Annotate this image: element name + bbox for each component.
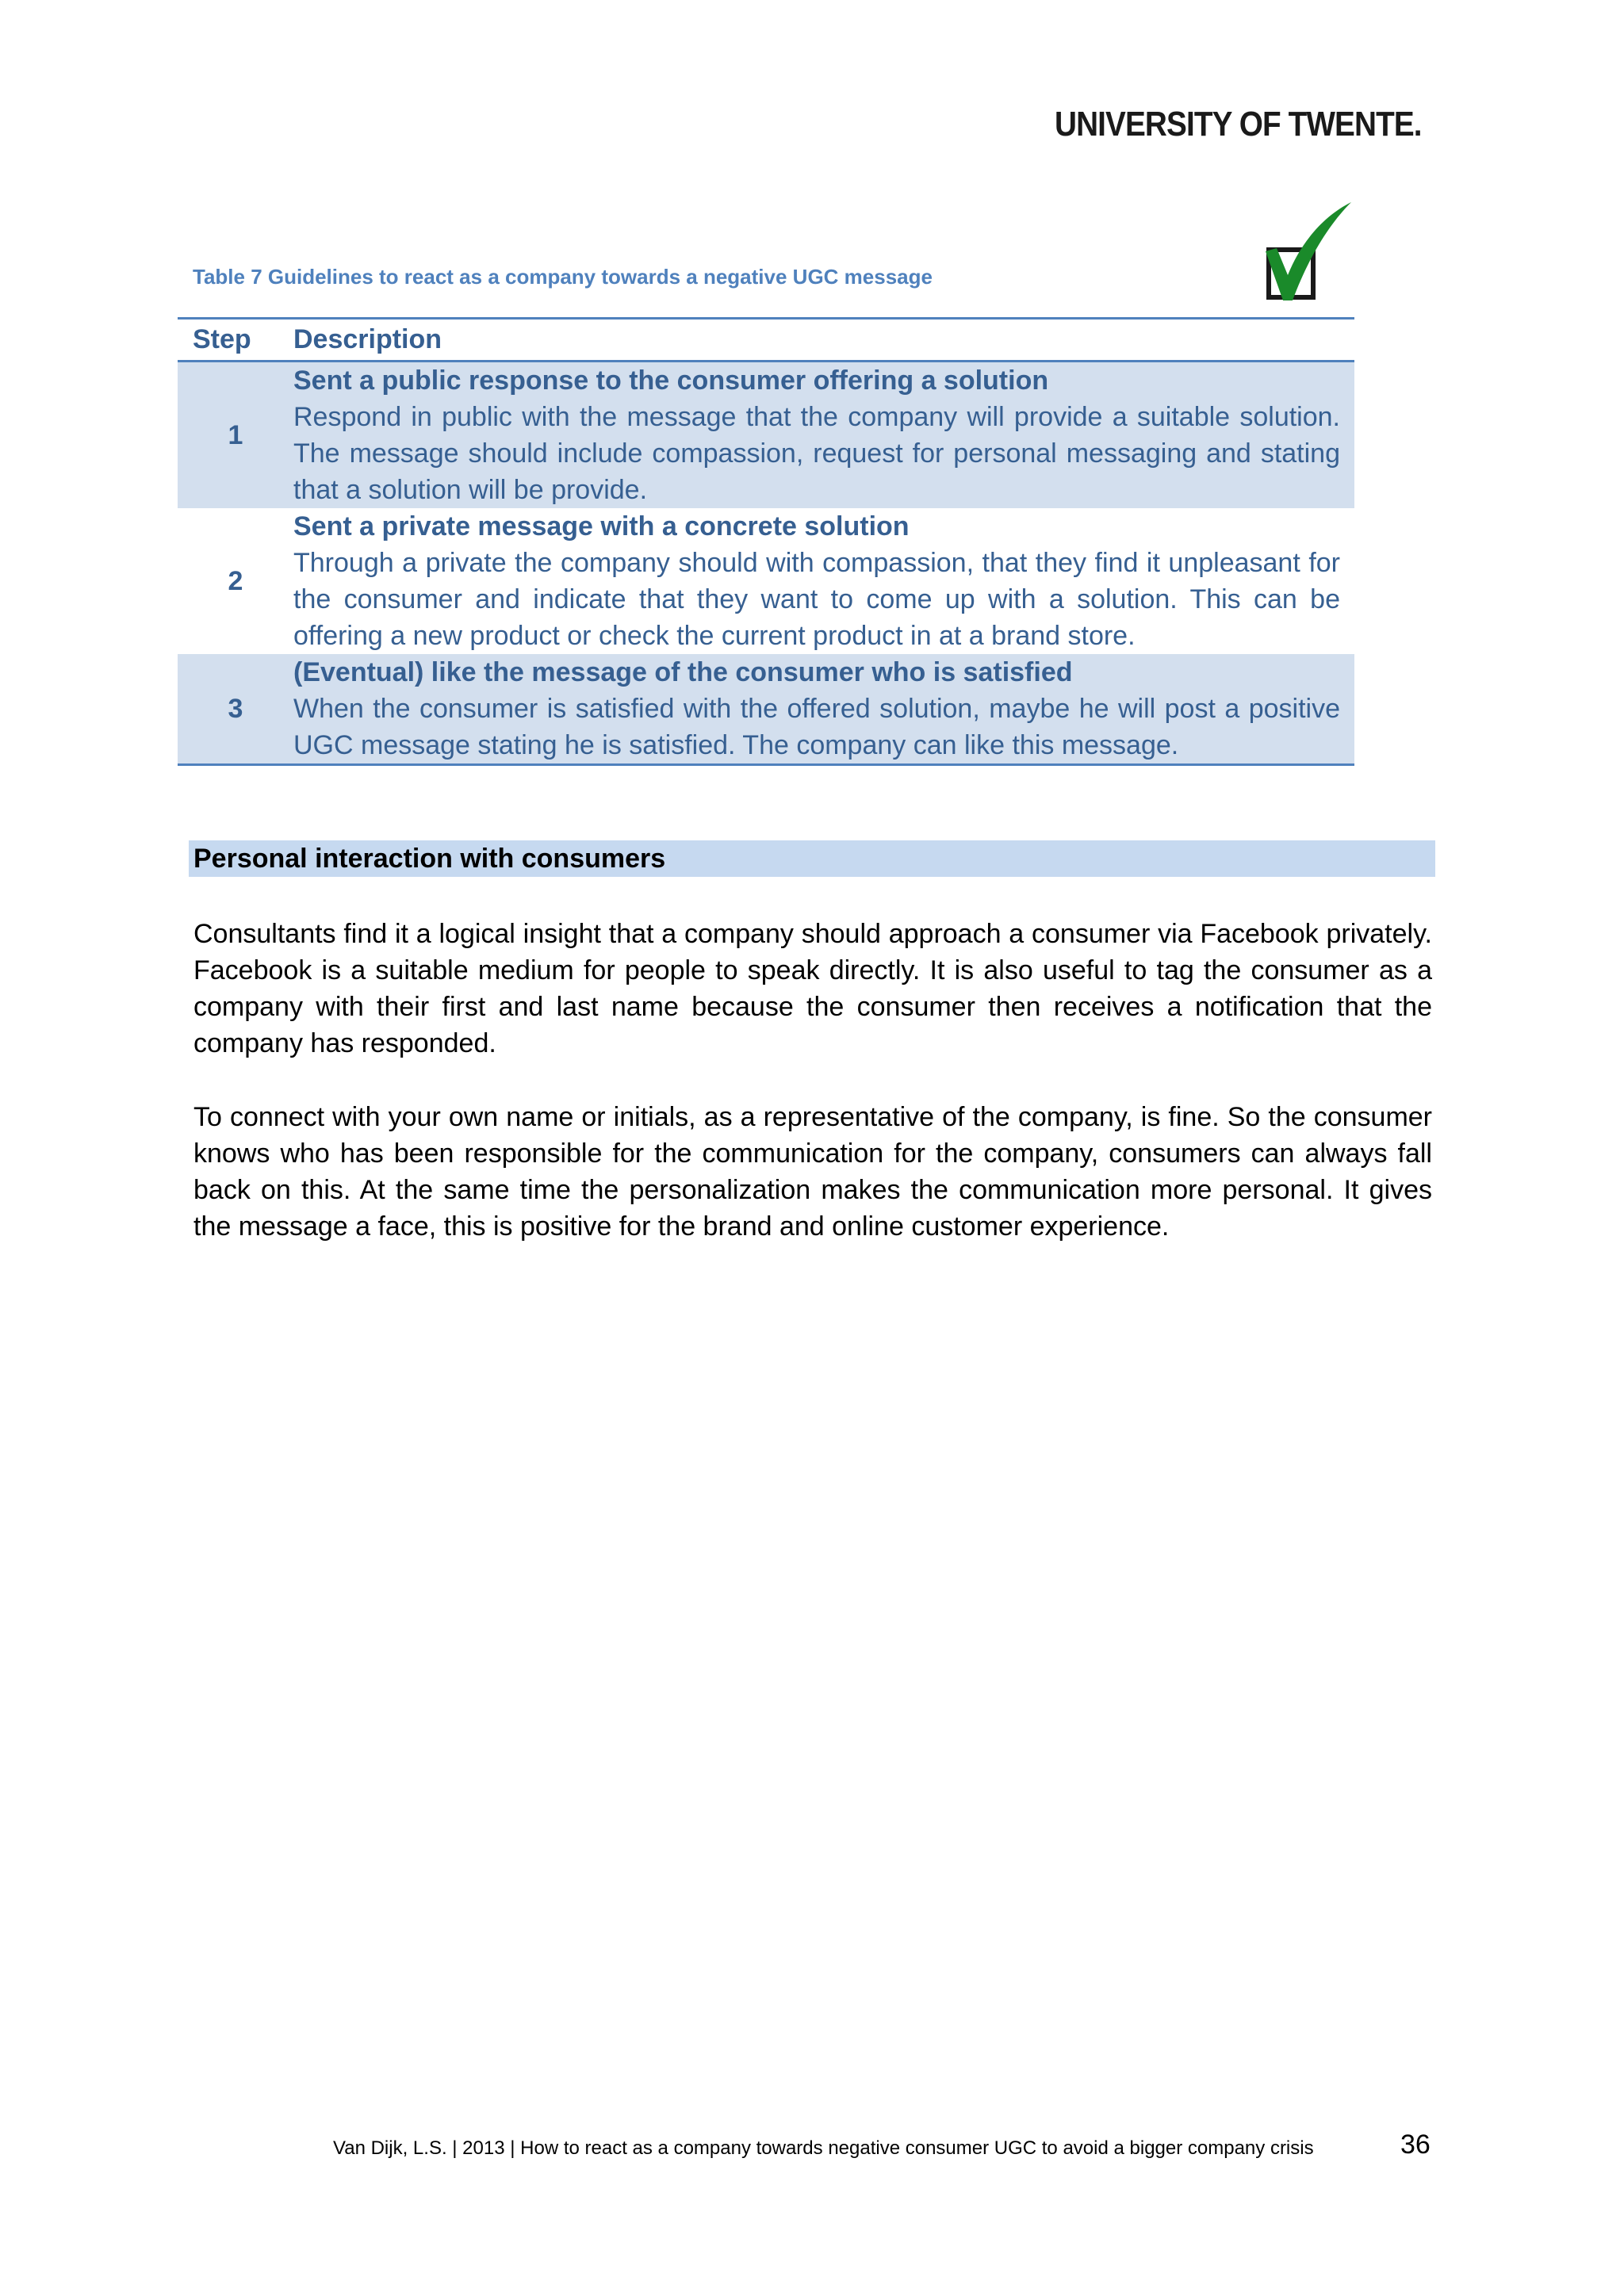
body-paragraph: Consultants find it a logical insight that a company should approach a consumer via Facebook privately. Facebook is a suitable medium for people to speak directly. It is also useful to tag the consumer as a company with their first and last name because the consumer then receives a notification that the company has responded. <box>193 919 1432 1058</box>
table-header-row <box>178 320 1354 360</box>
step-description <box>293 654 1354 763</box>
step-description <box>293 362 1354 508</box>
table-caption: Table 7 Guidelines to react as a company towards a negative UGC message <box>193 265 933 289</box>
step-title: Sent a public response to the consumer offering a solution <box>293 365 1049 396</box>
header-step: Step <box>193 324 251 354</box>
table-bottom-rule <box>178 763 1354 766</box>
step-number: 2 <box>228 566 243 596</box>
step-number: 3 <box>228 694 243 724</box>
table-row <box>178 362 1354 508</box>
page-number: 36 <box>1400 2130 1431 2160</box>
body-paragraph: To connect with your own name or initials, as a representative of the company, is fine. So the consumer knows who has been responsible for the communication for the company, consumers can always fall back on this. At the same time the personalization makes the communication more personal. It gives the message a face, this is positive for the brand and online customer experience. <box>193 1102 1432 1242</box>
section-heading: Personal interaction with consumers <box>189 840 1435 877</box>
step-title: Sent a private message with a concrete solution <box>293 511 910 541</box>
step-description <box>293 508 1354 654</box>
header-description: Description <box>293 324 442 354</box>
checkbox-checkmark-icon <box>1259 202 1354 305</box>
step-body: Through a private the company should with compassion, that they find it unpleasant for the consumer and indicate that they want to come up with a solution. This can be offering a new product or check the current product in at a brand store. <box>293 548 1340 651</box>
page-footer: Van Dijk, L.S. | 2013 | How to react as a company towards negative consumer UGC to avoid a bigger company crisis <box>333 2137 1314 2159</box>
table-row <box>178 508 1354 654</box>
step-title: (Eventual) like the message of the consumer who is satisfied <box>293 657 1073 687</box>
guidelines-table <box>178 317 1354 766</box>
university-logo: UNIVERSITY OF TWENTE. <box>1055 105 1422 144</box>
step-number: 1 <box>228 420 243 450</box>
step-body: When the consumer is satisfied with the offered solution, maybe he will post a positive UGC message stating he is satisfied. The company can like this message. <box>293 694 1340 760</box>
table-row <box>178 654 1354 763</box>
step-body: Respond in public with the message that the company will provide a suitable solution. The message should include compassion, request for personal messaging and stating that a solution will be provide. <box>293 402 1340 505</box>
